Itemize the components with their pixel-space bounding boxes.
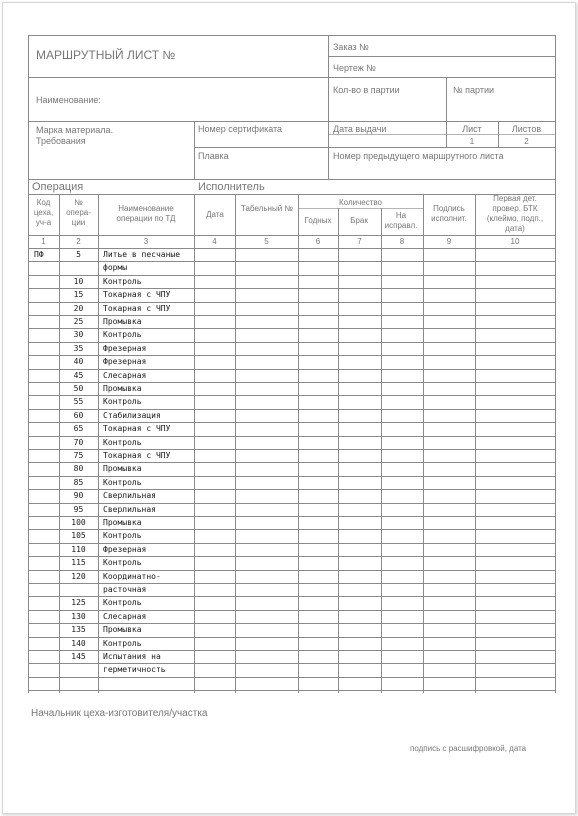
row-op-name: Слесарная xyxy=(103,611,147,621)
row-op-no: 90 xyxy=(73,491,84,501)
certificate-no-label: Номер сертификата xyxy=(198,124,283,134)
column-number: 10 xyxy=(510,237,520,246)
row-op-no: 55 xyxy=(73,397,84,407)
row-op-no: 50 xyxy=(73,384,84,393)
requirements-label: Требования xyxy=(36,136,86,146)
column-number: 9 xyxy=(446,237,452,246)
row-op-name: Промывка xyxy=(103,464,142,474)
col-good: Годных xyxy=(304,216,332,225)
sheets-label: Листов xyxy=(511,124,542,134)
row-op-no: 80 xyxy=(73,464,84,474)
row-op-name: Контроль xyxy=(103,330,142,340)
row-op-name: Контроль xyxy=(103,598,142,608)
section-executor: Исполнитель xyxy=(198,181,265,193)
row-shop-code: ПФ xyxy=(34,250,44,259)
col-signature: Подпись исполнит. xyxy=(431,204,467,223)
row-op-name: Стабилизация xyxy=(103,410,161,420)
issue-date-label: Дата выдачи xyxy=(333,124,387,134)
row-op-name: Фрезерная xyxy=(103,544,147,554)
row-op-name: Контроль xyxy=(103,276,142,286)
row-op-name: расточная xyxy=(103,585,147,594)
row-op-no: 40 xyxy=(73,357,84,367)
col-first-check: Первая дет. провер. БТК (клеймо, подп., дата) xyxy=(486,194,544,233)
column-number: 8 xyxy=(399,237,405,246)
row-op-name: Промывка xyxy=(103,317,142,326)
row-op-no: 70 xyxy=(73,437,84,447)
row-op-no: 85 xyxy=(73,477,84,487)
column-number: 3 xyxy=(143,237,149,246)
row-op-name: герметичность xyxy=(103,665,166,675)
row-op-no: 120 xyxy=(71,571,86,581)
row-op-no: 140 xyxy=(71,638,86,648)
row-op-no: 145 xyxy=(71,652,86,661)
col-op-no: № опера-ции xyxy=(66,198,91,227)
row-op-name: Контроль xyxy=(103,437,142,447)
col-shop-code: Код цеха, уч-а xyxy=(33,198,54,227)
row-op-name: Литье в песчаные xyxy=(103,250,181,259)
col-op-name: Наименование операции по ТД xyxy=(116,204,176,223)
row-op-name: Токарная с ЧПУ xyxy=(103,424,171,434)
column-number: 6 xyxy=(315,237,321,246)
row-op-no: 20 xyxy=(73,303,84,313)
column-number: 1 xyxy=(41,237,46,246)
melt-label: Плавка xyxy=(198,151,229,161)
row-op-no: 45 xyxy=(73,370,84,380)
row-op-name: Токарная с ЧПУ xyxy=(103,303,171,313)
name-label: Наименование: xyxy=(36,95,101,105)
row-op-no: 130 xyxy=(71,611,86,621)
col-rework: На исправл. xyxy=(384,211,418,230)
row-op-name: Промывка xyxy=(103,518,142,527)
row-op-no: 100 xyxy=(71,518,86,527)
column-number: 5 xyxy=(264,237,269,246)
column-number: 4 xyxy=(212,237,217,246)
row-op-name: Промывка xyxy=(103,384,142,393)
row-op-name: Фрезерная xyxy=(103,343,147,353)
row-op-name: Промывка xyxy=(103,625,142,635)
row-op-no: 65 xyxy=(73,424,84,434)
col-defect: Брак xyxy=(350,216,368,225)
order-label: Заказ № xyxy=(333,42,369,52)
row-op-no: 15 xyxy=(73,290,84,300)
row-op-no: 30 xyxy=(73,330,84,340)
row-op-name: Сверлильная xyxy=(103,504,156,514)
column-number: 2 xyxy=(76,237,81,246)
row-op-name: формы xyxy=(103,263,128,273)
row-op-name: Контроль xyxy=(103,638,142,648)
row-op-no: 105 xyxy=(71,531,86,541)
sheet-label: Лист xyxy=(462,124,482,134)
row-op-no: 10 xyxy=(73,276,84,286)
row-op-name: Сверлильная xyxy=(103,491,156,501)
column-number: 7 xyxy=(357,237,362,246)
sheets-value: 2 xyxy=(524,137,529,146)
page-title: МАРШРУТНЫЙ ЛИСТ № xyxy=(36,48,176,62)
row-op-no: 110 xyxy=(71,544,86,554)
sheet-value: 1 xyxy=(469,137,475,146)
row-op-name: Токарная с ЧПУ xyxy=(103,290,171,300)
row-op-name: Контроль xyxy=(103,531,142,541)
batch-no-label: № партии xyxy=(453,85,495,95)
row-op-name: Фрезерная xyxy=(103,357,147,367)
row-op-no: 60 xyxy=(73,410,84,420)
row-op-no: 25 xyxy=(73,317,84,326)
row-op-no: 125 xyxy=(71,598,86,608)
row-op-no: 95 xyxy=(73,504,84,514)
qty-in-batch-label: Кол-во в партии xyxy=(333,85,400,95)
chief-label: Начальник цеха-изготовителя/участка xyxy=(31,708,208,719)
drawing-label: Чертеж № xyxy=(333,63,376,73)
row-op-no: 135 xyxy=(71,625,86,635)
row-op-name: Контроль xyxy=(103,477,142,487)
row-op-no: 35 xyxy=(73,343,84,353)
row-op-name: Слесарная xyxy=(103,370,147,380)
material-label: Марка материала. xyxy=(36,125,114,135)
col-date: Дата xyxy=(206,210,224,219)
section-operation: Операция xyxy=(32,181,84,193)
row-op-no: 75 xyxy=(73,451,84,460)
row-op-name: Координатно- xyxy=(103,571,161,581)
col-tab-no: Табельный № xyxy=(241,204,293,213)
row-op-name: Контроль xyxy=(103,397,142,407)
row-op-name: Контроль xyxy=(103,558,142,568)
signature-hint: подпись с расшифровкой, дата xyxy=(410,744,527,753)
row-op-no: 115 xyxy=(71,558,86,568)
row-op-name: Токарная с ЧПУ xyxy=(103,451,171,460)
col-quantity: Количество xyxy=(339,198,382,207)
row-op-no: 5 xyxy=(76,250,81,259)
prev-route-no-label: Номер предыдущего маршрутного листа xyxy=(333,151,504,161)
row-op-name: Испытания на xyxy=(103,652,161,661)
